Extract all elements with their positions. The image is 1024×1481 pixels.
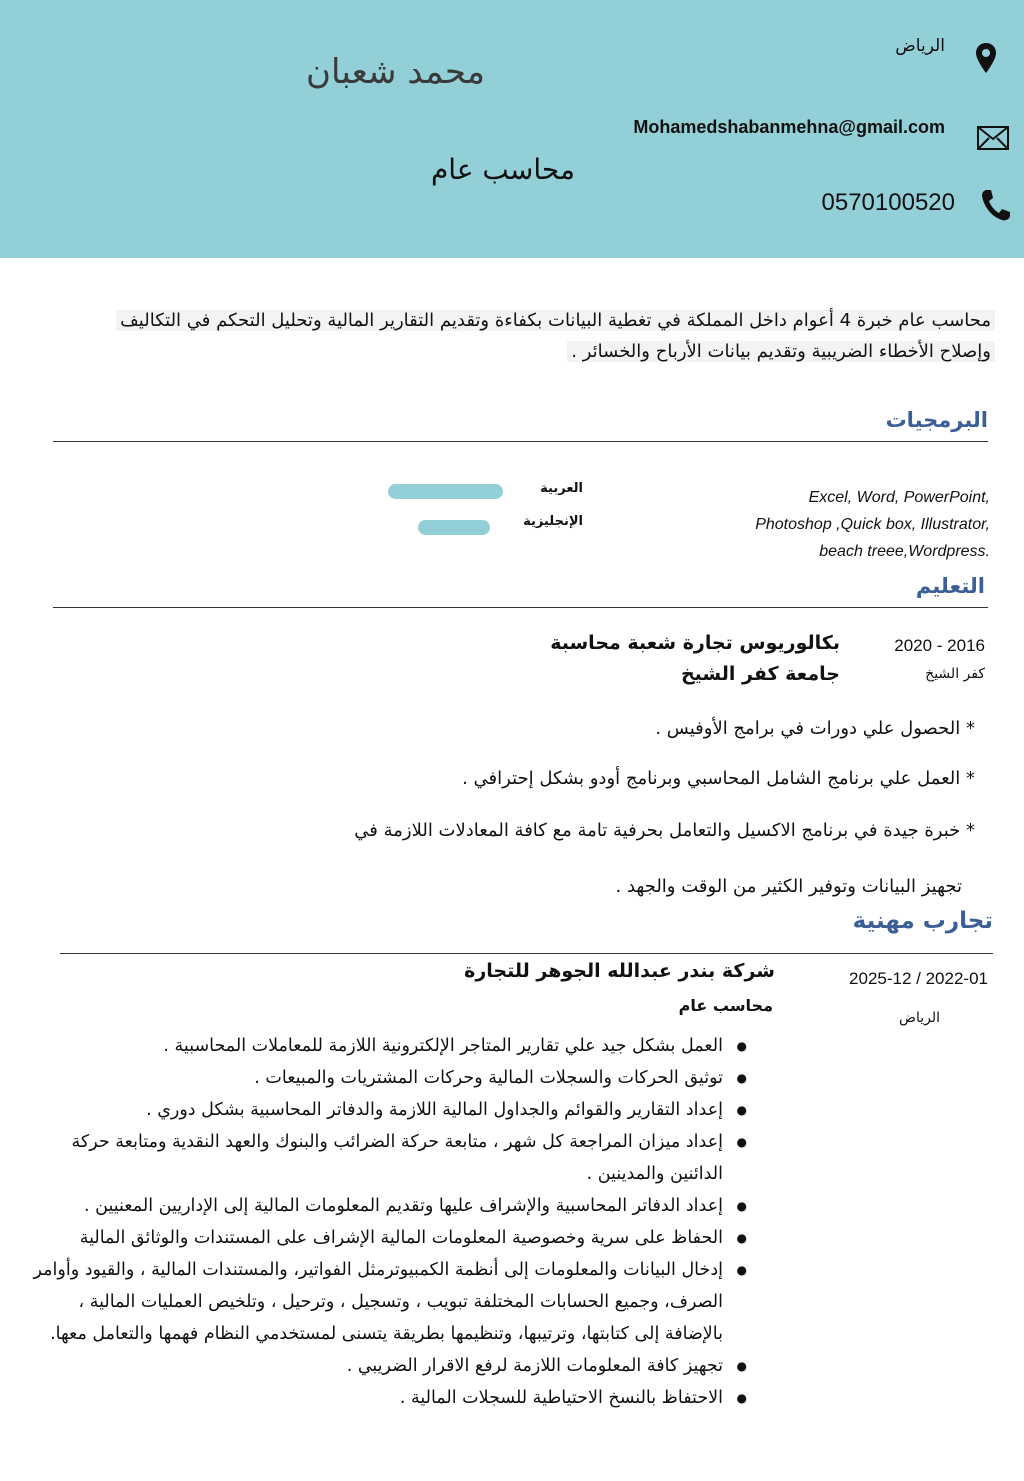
university: جامعة كفر الشيخ bbox=[680, 663, 840, 685]
software-heading: البرمجيات bbox=[885, 408, 988, 432]
candidate-name: محمد شعبان bbox=[306, 52, 485, 92]
software-line: Excel, Word, PowerPoint, bbox=[808, 489, 990, 506]
summary-line-2: وإصلاح الأخطاء الضريبية وتقديم بيانات الأرباح والخسائر . bbox=[567, 337, 995, 367]
phone-icon bbox=[980, 188, 1012, 222]
location-text: الرياض bbox=[895, 36, 945, 56]
summary-line-1: محاسب عام خبرة 4 أعوام داخل المملكة في تغطية البيانات بكفاءة وتقديم التقارير المالية وتحليل التحكم في التكاليف bbox=[116, 306, 995, 336]
software-line: Photoshop ,Quick box, Illustrator, bbox=[755, 516, 990, 533]
list-item: ● تجهيز كافة المعلومات اللازمة لرفع الاقرار الضريبي . bbox=[24, 1350, 984, 1382]
email-link[interactable]: Mohamedshabanmehna@gmail.com bbox=[633, 117, 945, 137]
experience-heading: تجارب مهنية bbox=[852, 908, 993, 934]
language-english: الإنجليزية bbox=[523, 514, 583, 529]
language-arabic: العربية bbox=[540, 481, 583, 496]
section-divider bbox=[60, 953, 993, 954]
list-item: ● العمل بشكل جيد علي تقارير المتاجر الإلكترونية اللازمة للمعاملات المحاسبية . bbox=[24, 1030, 984, 1062]
phone-number[interactable]: 0570100520 bbox=[821, 189, 955, 216]
company-name: شركة بندر عبدالله الجوهر للتجارة bbox=[464, 960, 775, 982]
software-list bbox=[755, 484, 990, 565]
list-item: ● إعداد الدفاتر المحاسبية والإشراف عليها وتقديم المعلومات المالية إلى الإداريين المعنيين . bbox=[24, 1190, 984, 1222]
envelope-icon bbox=[977, 126, 1009, 150]
role: محاسب عام bbox=[678, 996, 773, 1015]
location-pin-icon bbox=[975, 42, 997, 74]
education-heading: التعليم bbox=[915, 574, 985, 598]
list-item: ● إدخال البيانات والمعلومات إلى أنظمة الكمبيوترمثل الفواتير، والمستندات المالية ، والقيود وأوامر الصرف، وجميع الحسابات المختلفة تبويب ، وتسجيل ، وترحيل ، وتلخيص العمليات المالية ، بالإضافة إلى كتابتها، وترتيبها، وتنظيمها بطريقة يتسنى لمستخدمي النظام فهمها والتعامل معها. bbox=[24, 1254, 984, 1350]
list-item: ● إعداد ميزان المراجعة كل شهر ، متابعة حركة الضرائب والبنوك والعهد النقدية ومتابعة حركة الدائنين والمدينين . bbox=[24, 1126, 984, 1190]
job-title: محاسب عام bbox=[430, 153, 575, 186]
list-item: ● إعداد التقارير والقوائم والجداول المالية اللازمة والدفاتر المحاسبية بشكل دوري . bbox=[24, 1094, 984, 1126]
experience-location: الرياض bbox=[899, 1010, 940, 1026]
software-line: beach treee,Wordpress. bbox=[819, 543, 990, 560]
education-location: كفر الشيخ bbox=[925, 666, 985, 682]
education-note: تجهيز البيانات وتوفير الكثير من الوقت والجهد . bbox=[615, 876, 962, 897]
education-note: * خبرة جيدة في برنامج الاكسيل والتعامل بحرفية تامة مع كافة المعادلات اللازمة في bbox=[354, 820, 975, 841]
education-note: * العمل علي برنامج الشامل المحاسبي وبرنامج أودو بشكل إحترافي . bbox=[462, 768, 975, 789]
section-divider bbox=[53, 441, 988, 442]
education-note: * الحصول علي دورات في برامج الأوفيس . bbox=[655, 718, 975, 739]
experience-dates: 2025-12 / 2022-01 bbox=[849, 969, 988, 988]
list-item: ● الاحتفاظ بالنسخ الاحتياطية للسجلات المالية . bbox=[24, 1382, 984, 1414]
list-item: ● الحفاظ على سرية وخصوصية المعلومات المالية الإشراف على المستندات والوثائق المالية bbox=[24, 1222, 984, 1254]
education-dates: 2020 - 2016 bbox=[894, 636, 985, 655]
header-banner bbox=[0, 0, 1024, 258]
language-arabic-level-bar bbox=[388, 484, 503, 499]
language-english-level-bar bbox=[418, 520, 490, 535]
degree: بكالوريوس تجارة شعبة محاسبة bbox=[550, 632, 840, 654]
duties-list bbox=[24, 1030, 984, 1414]
section-divider bbox=[53, 607, 988, 608]
list-item: ● توثيق الحركات والسجلات المالية وحركات المشتريات والمبيعات . bbox=[24, 1062, 984, 1094]
